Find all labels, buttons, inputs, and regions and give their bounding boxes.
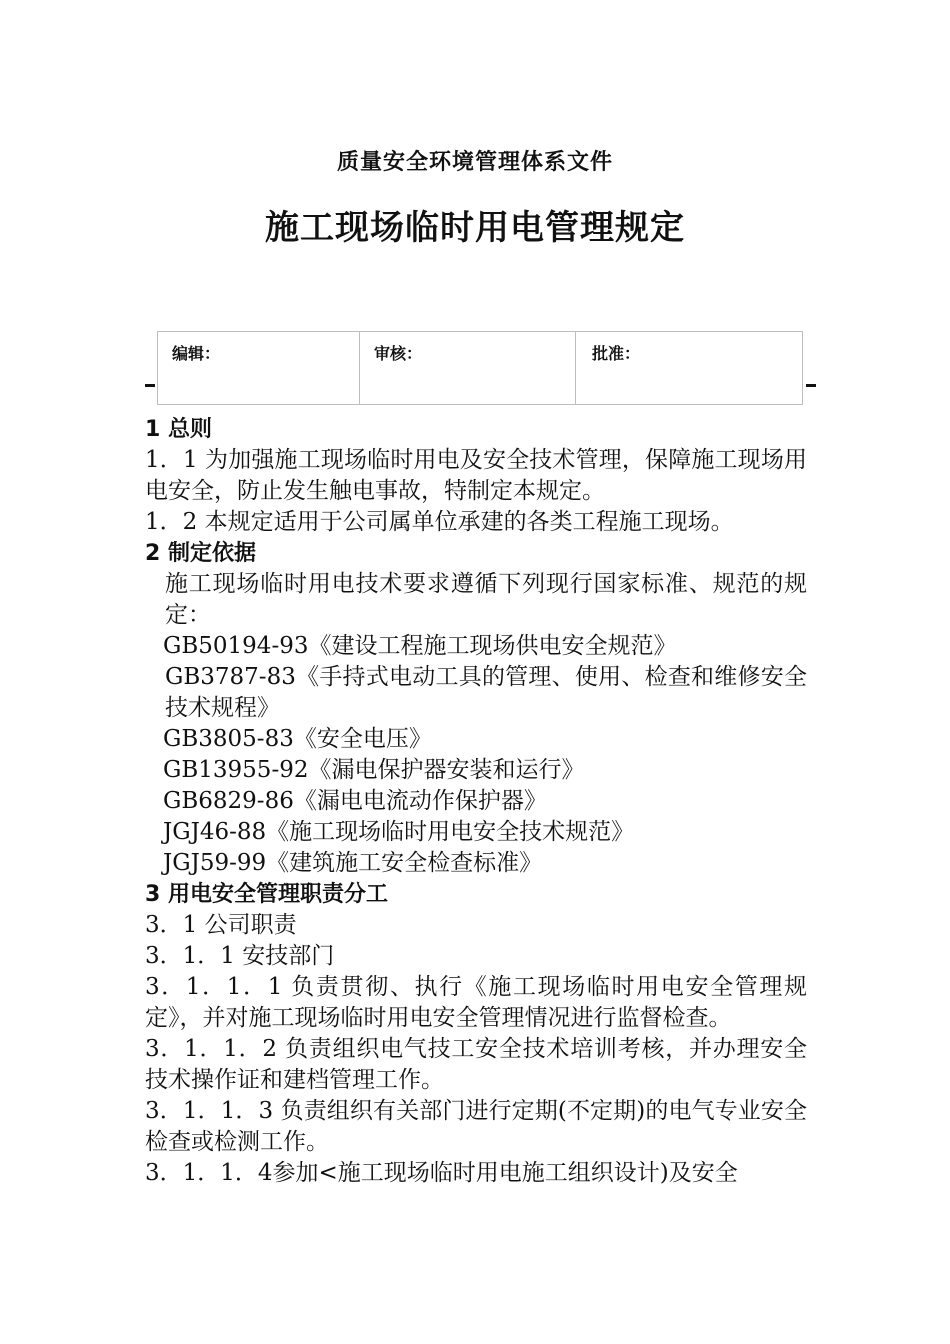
body-paragraph: 3．1．1．4参加<施工现场临时用电施工组织设计)及安全 [145,1160,738,1186]
body-paragraph: 3．1．1．2 负责组织电气技工安全技术培训考核，并办理安全技术操作证和建档管理工作。 [145,1036,807,1093]
body-paragraph: 3．1．1 安技部门 [145,943,335,969]
section-heading: 2 制定依据 [145,541,256,566]
document-title: 施工现场临时用电管理规定 [265,208,685,248]
body-paragraph: GB6829-86《漏电电流动作保护器》 [163,788,547,814]
document-body [145,414,807,1189]
table-left-mark [145,384,155,387]
document-category: 质量安全环境管理体系文件 [336,150,613,175]
body-paragraph: 施工现场临时用电技术要求遵循下列现行国家标准、规范的规定： [165,571,807,628]
section-heading: 3 用电安全管理职责分工 [145,882,388,907]
body-paragraph: 3．1 公司职责 [145,912,297,938]
signoff-table [157,331,803,405]
body-paragraph: 3．1．1．1 负责贯彻、执行《施工现场临时用电安全管理规定》，并对施工现场临时用电安全管理情况进行监督检查。 [145,974,807,1031]
section-heading: 1 总则 [145,417,212,442]
editor-cell: 编辑： [158,332,360,404]
body-paragraph: GB3787-83《手持式电动工具的管理、使用、检查和维修安全技术规程》 [165,664,807,721]
body-paragraph: JGJ59-99《建筑施工安全检查标准》 [163,850,543,876]
body-paragraph: 1．1 为加强施工现场临时用电及安全技术管理，保障施工现场用电安全，防止发生触电事故，特制定本规定。 [145,447,807,504]
approver-cell: 批准： [592,344,641,363]
body-paragraph: GB3805-83《安全电压》 [163,726,432,752]
table-right-mark [806,384,816,387]
body-paragraph: GB13955-92《漏电保护器安装和运行》 [163,757,585,783]
body-paragraph: JGJ46-88《施工现场临时用电安全技术规范》 [163,819,635,845]
body-paragraph: 3．1．1．3 负责组织有关部门进行定期(不定期)的电气专业安全检查或检测工作。 [145,1098,807,1155]
body-paragraph: GB50194-93《建设工程施工现场供电安全规范》 [163,633,677,659]
body-paragraph: 1．2 本规定适用于公司属单位承建的各类工程施工现场。 [145,509,734,535]
reviewer-cell: 审核： [360,332,576,404]
